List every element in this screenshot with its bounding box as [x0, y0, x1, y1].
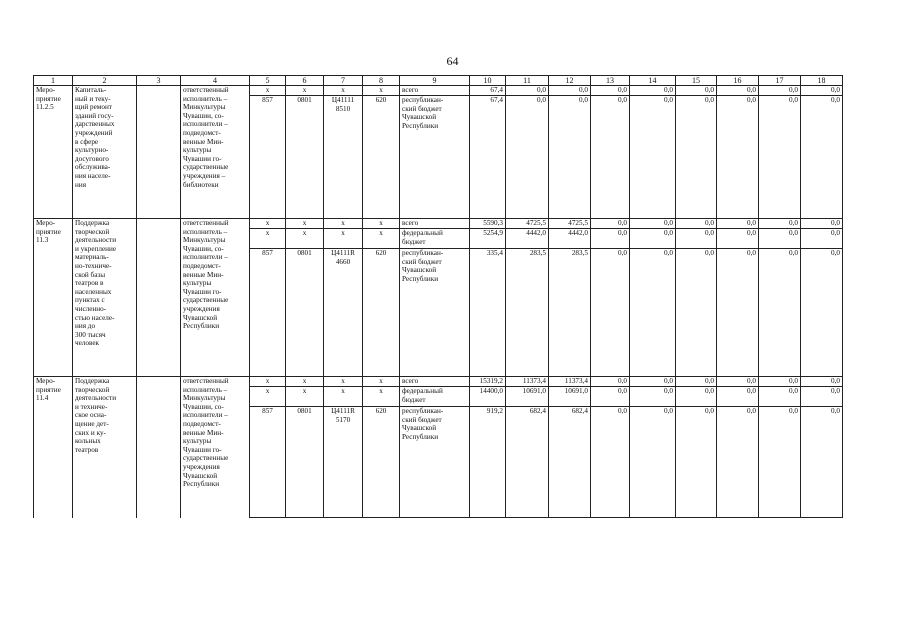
target-article-cell: x — [324, 377, 363, 387]
amount-cell: 0,0 — [591, 387, 630, 407]
funding-source-cell: республикан- ский бюджет Чувашской Республики — [400, 407, 470, 518]
expense-group-cell: 620 — [363, 249, 400, 377]
grbs-cell: x — [250, 86, 286, 96]
amount-cell: 0,0 — [759, 86, 801, 96]
target-article-cell: x — [324, 219, 363, 229]
measure-code-cell: Меро- приятие 11.3 — [34, 219, 73, 377]
section-cell: 0801 — [286, 407, 324, 518]
column-header: 14 — [630, 76, 676, 86]
target-article-cell: x — [324, 86, 363, 96]
amount-cell: 0,0 — [676, 407, 717, 518]
amount-cell: 0,0 — [591, 96, 630, 219]
column-header: 5 — [250, 76, 286, 86]
grbs-cell: 857 — [250, 407, 286, 518]
measure-name-cell: Поддержка творческой деятельности и укрепление материаль- но-техниче- ской базы театров в населенных пунктах с численно- стью населе- ния до 300 тысяч человек — [73, 219, 137, 377]
measure-name-cell: Капиталь- ный и теку- щий ремонт зданий госу- дарственных учреждений в сфере культурно- досугового обслужива- ния населе- ния — [73, 86, 137, 219]
section-cell: x — [286, 219, 324, 229]
amount-cell: 0,0 — [759, 96, 801, 219]
column-header: 16 — [717, 76, 759, 86]
column-header: 1 — [34, 76, 73, 86]
amount-cell: 0,0 — [801, 377, 843, 387]
amount-cell: 4725,5 — [506, 219, 549, 229]
amount-cell: 919,2 — [470, 407, 506, 518]
amount-cell: 0,0 — [591, 377, 630, 387]
amount-cell: 335,4 — [470, 249, 506, 377]
grbs-cell: x — [250, 377, 286, 387]
measure-code-cell: Меро- приятие 11.4 — [34, 377, 73, 518]
amount-cell: 283,5 — [549, 249, 591, 377]
column-header: 13 — [591, 76, 630, 86]
amount-cell: 0,0 — [630, 229, 676, 249]
section-cell: x — [286, 377, 324, 387]
amount-cell: 0,0 — [717, 219, 759, 229]
expense-group-cell: x — [363, 377, 400, 387]
amount-cell: 15319,2 — [470, 377, 506, 387]
amount-cell: 0,0 — [549, 96, 591, 219]
section-cell: x — [286, 86, 324, 96]
grbs-cell: 857 — [250, 249, 286, 377]
funding-source-cell: федеральный бюджет — [400, 387, 470, 407]
target-article-cell: Ц4111R 4660 — [324, 249, 363, 377]
amount-cell: 10691,0 — [549, 387, 591, 407]
amount-cell: 0,0 — [591, 219, 630, 229]
amount-cell: 0,0 — [630, 407, 676, 518]
amount-cell: 0,0 — [801, 96, 843, 219]
expense-group-cell: 620 — [363, 96, 400, 219]
expense-group-cell: x — [363, 86, 400, 96]
executor-cell: ответственный исполнитель – Минкультуры Чувашии, со- исполнители – подведомст- венные Мин- культуры Чувашии го- сударственные учреждения – библиотеки — [181, 86, 250, 219]
amount-cell: 0,0 — [717, 86, 759, 96]
target-article-cell: x — [324, 387, 363, 407]
amount-cell: 5590,3 — [470, 219, 506, 229]
target-article-cell: x — [324, 229, 363, 249]
measure-name-cell: Поддержка творческой деятельности и техниче- ское осна- щение дет- ских и ку- кольных театров — [73, 377, 137, 518]
amount-cell: 0,0 — [591, 407, 630, 518]
column-header: 11 — [506, 76, 549, 86]
section-cell: x — [286, 229, 324, 249]
column-header: 9 — [400, 76, 470, 86]
amount-cell: 0,0 — [717, 96, 759, 219]
amount-cell: 67,4 — [470, 96, 506, 219]
amount-cell: 0,0 — [759, 249, 801, 377]
amount-cell: 4442,0 — [506, 229, 549, 249]
amount-cell: 10691,0 — [506, 387, 549, 407]
amount-cell: 0,0 — [717, 387, 759, 407]
amount-cell: 0,0 — [801, 387, 843, 407]
program-table — [33, 75, 843, 518]
executor-cell: ответственный исполнитель – Минкультуры Чувашии, со- исполнители – подведомст- венные Мин- культуры Чувашии го- сударственные учреждения Чувашской Республики — [181, 377, 250, 518]
expense-group-cell: 620 — [363, 407, 400, 518]
grbs-cell: 857 — [250, 96, 286, 219]
grbs-cell: x — [250, 387, 286, 407]
amount-cell: 682,4 — [549, 407, 591, 518]
amount-cell: 5254,9 — [470, 229, 506, 249]
column-header: 8 — [363, 76, 400, 86]
amount-cell: 0,0 — [676, 229, 717, 249]
table-body — [34, 76, 843, 518]
empty-cell — [137, 219, 181, 377]
amount-cell: 0,0 — [630, 219, 676, 229]
amount-cell: 0,0 — [801, 229, 843, 249]
expense-group-cell: x — [363, 219, 400, 229]
measure-code-cell: Меро- приятие 11.2.5 — [34, 86, 73, 219]
amount-cell: 0,0 — [630, 377, 676, 387]
funding-source-cell: республикан- ский бюджет Чувашской Республики — [400, 249, 470, 377]
section-cell: x — [286, 387, 324, 407]
funding-source-cell: всего — [400, 86, 470, 96]
amount-cell: 14400,0 — [470, 387, 506, 407]
amount-cell: 4725,5 — [549, 219, 591, 229]
amount-cell: 0,0 — [676, 86, 717, 96]
expense-group-cell: x — [363, 387, 400, 407]
column-header: 7 — [324, 76, 363, 86]
amount-cell: 0,0 — [676, 387, 717, 407]
amount-cell: 0,0 — [759, 377, 801, 387]
amount-cell: 0,0 — [801, 86, 843, 96]
funding-source-cell: федеральный бюджет — [400, 229, 470, 249]
amount-cell: 0,0 — [506, 86, 549, 96]
amount-cell: 0,0 — [759, 219, 801, 229]
amount-cell: 0,0 — [801, 407, 843, 518]
column-number-row — [34, 76, 843, 86]
grbs-cell: x — [250, 229, 286, 249]
column-header: 17 — [759, 76, 801, 86]
amount-cell: 11373,4 — [506, 377, 549, 387]
funding-source-cell: всего — [400, 219, 470, 229]
amount-cell: 0,0 — [759, 387, 801, 407]
amount-cell: 11373,4 — [549, 377, 591, 387]
amount-cell: 0,0 — [759, 229, 801, 249]
table-row — [34, 377, 843, 387]
table-row — [34, 86, 843, 96]
amount-cell: 0,0 — [717, 407, 759, 518]
column-header: 2 — [73, 76, 137, 86]
amount-cell: 0,0 — [506, 96, 549, 219]
funding-source-cell: республикан- ский бюджет Чувашской Республики — [400, 96, 470, 219]
column-header: 4 — [181, 76, 250, 86]
section-cell: 0801 — [286, 249, 324, 377]
amount-cell: 0,0 — [801, 219, 843, 229]
amount-cell: 0,0 — [676, 249, 717, 377]
empty-cell — [137, 86, 181, 219]
expense-group-cell: x — [363, 229, 400, 249]
amount-cell: 0,0 — [717, 249, 759, 377]
amount-cell: 0,0 — [676, 96, 717, 219]
page-number: 64 — [446, 54, 459, 68]
amount-cell: 0,0 — [676, 219, 717, 229]
amount-cell: 682,4 — [506, 407, 549, 518]
column-header: 18 — [801, 76, 843, 86]
column-header: 15 — [676, 76, 717, 86]
column-header: 6 — [286, 76, 324, 86]
amount-cell: 0,0 — [630, 86, 676, 96]
empty-cell — [137, 377, 181, 518]
amount-cell: 0,0 — [717, 229, 759, 249]
amount-cell: 0,0 — [591, 229, 630, 249]
column-header: 10 — [470, 76, 506, 86]
grbs-cell: x — [250, 219, 286, 229]
amount-cell: 0,0 — [759, 407, 801, 518]
amount-cell: 0,0 — [630, 249, 676, 377]
amount-cell: 0,0 — [717, 377, 759, 387]
amount-cell: 0,0 — [676, 377, 717, 387]
amount-cell: 67,4 — [470, 86, 506, 96]
amount-cell: 0,0 — [549, 86, 591, 96]
amount-cell: 283,5 — [506, 249, 549, 377]
column-header: 3 — [137, 76, 181, 86]
amount-cell: 4442,0 — [549, 229, 591, 249]
table-row — [34, 219, 843, 229]
amount-cell: 0,0 — [591, 86, 630, 96]
target-article-cell: Ц4111R 5170 — [324, 407, 363, 518]
amount-cell: 0,0 — [630, 96, 676, 219]
amount-cell: 0,0 — [801, 249, 843, 377]
funding-source-cell: всего — [400, 377, 470, 387]
executor-cell: ответственный исполнитель – Минкультуры Чувашии, со- исполнители – подведомст- венные Мин- культуры Чувашии го- сударственные учреждения Чувашской Республики — [181, 219, 250, 377]
amount-cell: 0,0 — [630, 387, 676, 407]
column-header: 12 — [549, 76, 591, 86]
target-article-cell: Ц41111 8510 — [324, 96, 363, 219]
section-cell: 0801 — [286, 96, 324, 219]
amount-cell: 0,0 — [591, 249, 630, 377]
